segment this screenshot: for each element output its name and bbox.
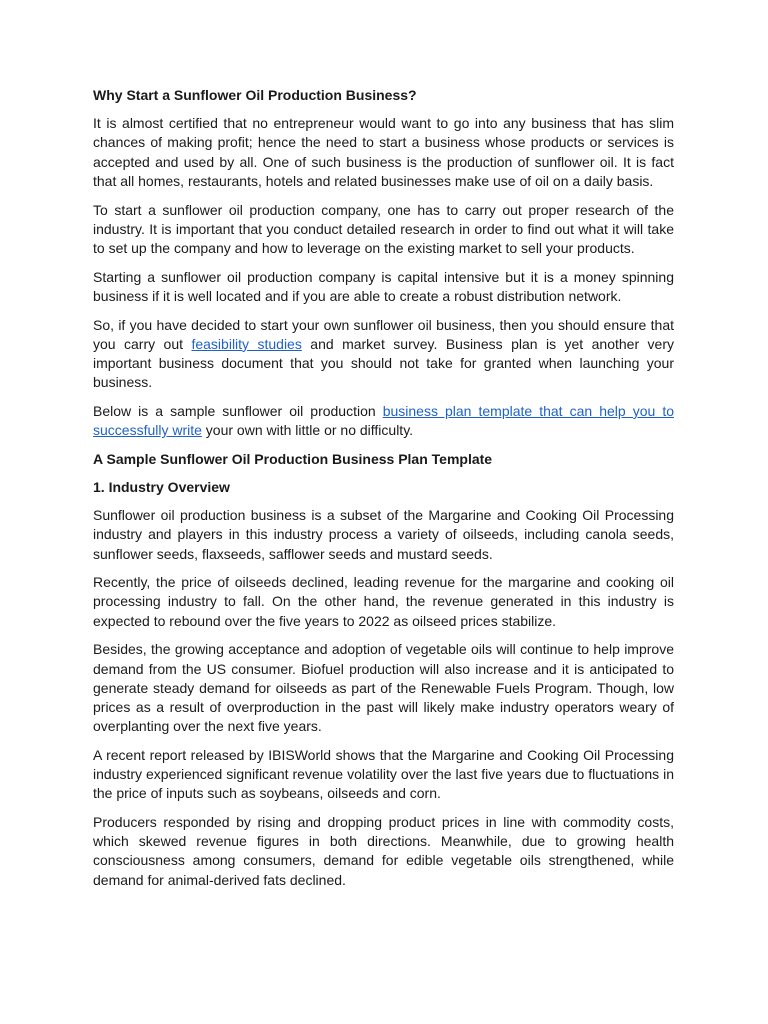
paragraph-capital: Starting a sunflower oil production company is capital intensive but it is a money spinning business if it is well located and if you are able to create a robust distribution network. — [93, 268, 674, 304]
paragraph-text: So, if you have decided to start your own sunflower oil business, then you should ensure that you carry out — [93, 316, 674, 352]
paragraph-feasibility — [93, 316, 674, 393]
template-heading: A Sample Sunflower Oil Production Business Plan Template — [93, 450, 493, 467]
paragraph-producers: Producers responded by rising and dropping product prices in line with commodity costs, which skewed revenue figures in both directions. Meanwhile, due to growing health consciousness among consumers, demand for edible vegetable oils strengthened, while demand for animal-derived fats declined. — [93, 814, 674, 888]
paragraph-text: and market survey. Business plan is yet another very important business document that you should not take for granted when launching your business. — [93, 335, 674, 391]
paragraph-intro: It is almost certified that no entrepreneur would want to go into any business that has slim chances of making profit; hence the need to start a business whose products or services is accepted and used by all. One of such business is the production of sunflower oil. It is fact that all homes, restaurants, hotels and related businesses make use of oil on a daily basis. — [93, 115, 674, 189]
paragraph-text: your own with little or no difficulty. — [201, 422, 414, 439]
paragraph-subset: Sunflower oil production business is a subset of the Margarine and Cooking Oil Processing industry and players in this industry process a variety of oilseeds, including canola seeds, sunflower seeds, flaxseeds, safflower seeds and mustard seeds. — [93, 507, 674, 562]
section-heading-industry-overview: 1. Industry Overview — [93, 478, 230, 495]
paragraph-sample — [93, 402, 674, 440]
feasibility-studies-link[interactable]: feasibility studies — [191, 335, 302, 352]
page-title: Why Start a Sunflower Oil Production Business? — [93, 87, 417, 103]
document-page — [93, 86, 674, 899]
paragraph-ibisworld: A recent report released by IBISWorld shows that the Margarine and Cooking Oil Processing industry experienced significant revenue volatility over the last five years due to fluctuations in the price of inputs such as soybeans, oilseeds and corn. — [93, 746, 674, 802]
paragraph-text: Below is a sample sunflower oil production — [93, 402, 383, 419]
business-plan-template-link[interactable]: business plan template that can help you to successfully write — [93, 402, 674, 439]
paragraph-demand: Besides, the growing acceptance and adoption of vegetable oils will continue to help improve demand from the US consumer. Biofuel production will also increase and it is anticipated to generate steady demand for oilseeds as part of the Renewable Fuels Program. Though, low prices as a result of overproduction in the past will likely make industry operators weary of overplanting over the next five years. — [93, 641, 674, 735]
paragraph-research: To start a sunflower oil production company, one has to carry out proper research of the industry. It is important that you conduct detailed research in order to find out what it will take to set up the company and how to leverage on the existing market to sell your products. — [93, 201, 674, 256]
paragraph-prices: Recently, the price of oilseeds declined, leading revenue for the margarine and cooking oil processing industry to fall. On the other hand, the revenue generated in this industry is expected to rebound over the five years to 2022 as oilseed prices stabilize. — [93, 574, 674, 629]
